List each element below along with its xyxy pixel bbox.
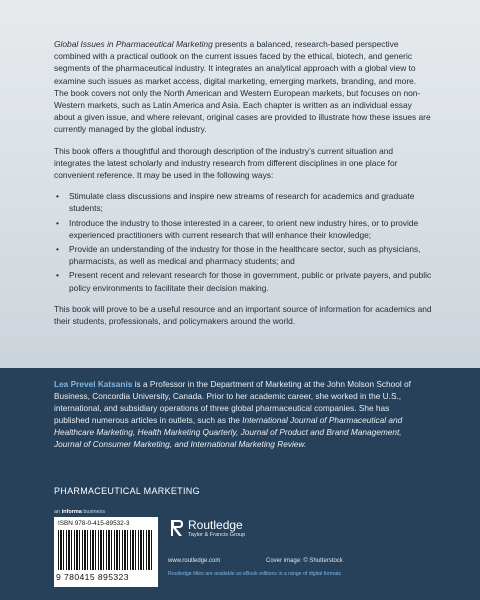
intro-paragraph: [54, 38, 432, 136]
publisher-strip: [54, 509, 424, 589]
barcode-bars: [58, 530, 154, 570]
usage-list: [54, 190, 432, 294]
publisher-name: Routledge: [188, 518, 243, 532]
cover-credit: Cover image: © Shutterstock: [266, 558, 343, 564]
list-item: • Stimulate class discussions and inspire new streams of research for academics and graduate students;: [54, 190, 432, 214]
list-item: • Provide an understanding of the industry for those in the healthcare sector, such as physicians, pharmacists, as well as medical and pharmacy students; and: [54, 243, 432, 267]
usage-paragraph: This book offers a thoughtful and thorough description of the industry’s current situation and integrates the latest scholarly and industry research from different disciplines in one place for convenient reference. It may be used in the following ways:: [54, 145, 398, 181]
informa-suffix: business: [81, 509, 106, 515]
list-item: • Introduce the industry to those interested in a career, to orient new industry hires, or to provide experienced practitioners with current research that will enhance their knowledge;: [54, 217, 432, 241]
publisher-group: Taylor & Francis Group: [188, 532, 246, 538]
subject-category: PHARMACEUTICAL MARKETING: [54, 486, 200, 496]
author-name: Lea Prevel Katsanis: [54, 379, 133, 389]
intro-paragraph-text: presents a balanced, research-based perspective combined with a practical outlook on the current issues faced by the ethical, biotech, and generic segments of the pharmaceutical industry. It integrates an analytical approach with a global view to examine such issues as market access, digital marketing, emerging markets, branding, and more. The book covers not only the North American and Western European markets, but focuses on non-Western markets, such as Latin America and Asia. Each chapter is written as an individual essay about a given issue, and where relevant, original cases are provided to illustrate how these issues are currently managed by the global industry.: [54, 39, 431, 135]
author-bio-text: is a Professor in the Department of Marketing at the John Molson School of Business, Concordia University, Canada. Prior to her academic career, she worked in the U.S., international, and subsidiary operations of three global pharmaceutical companies. She has published numerous articles in outlets, such as the: [54, 379, 411, 425]
author-panel: [0, 368, 480, 600]
ebook-note: Routledge titles are available as eBook editions in a range of digital formats: [168, 571, 342, 577]
book-title-inline: Global Issues in Pharmaceutical Marketing: [54, 39, 213, 49]
publisher-url[interactable]: www.routledge.com: [168, 558, 221, 564]
author-bio: [54, 378, 424, 450]
description-text: [54, 38, 432, 336]
barcode: [54, 517, 158, 587]
barcode-number: 9 780415 895323: [56, 572, 129, 582]
informa-tagline: [54, 509, 105, 515]
closing-paragraph: This book will prove to be a useful resource and an important source of information for academics and their students, professionals, and policymakers around the world.: [54, 303, 432, 327]
list-item: • Present recent and relevant research for those in government, public or private payers, and public policy environments to facilitate their decision making.: [54, 269, 432, 293]
informa-prefix: an: [54, 509, 62, 515]
isbn-text: ISBN 978-0-415-89532-3: [58, 520, 130, 527]
journal-list: International Journal of Pharmaceutical and Healthcare Marketing, Health Marketing Quarterly, Journal of Product and Brand Management, Journal of Consumer Marketing, and International Marketing Review.: [54, 415, 403, 449]
routledge-logo-icon: [170, 519, 184, 537]
informa-brand: informa: [61, 509, 82, 515]
